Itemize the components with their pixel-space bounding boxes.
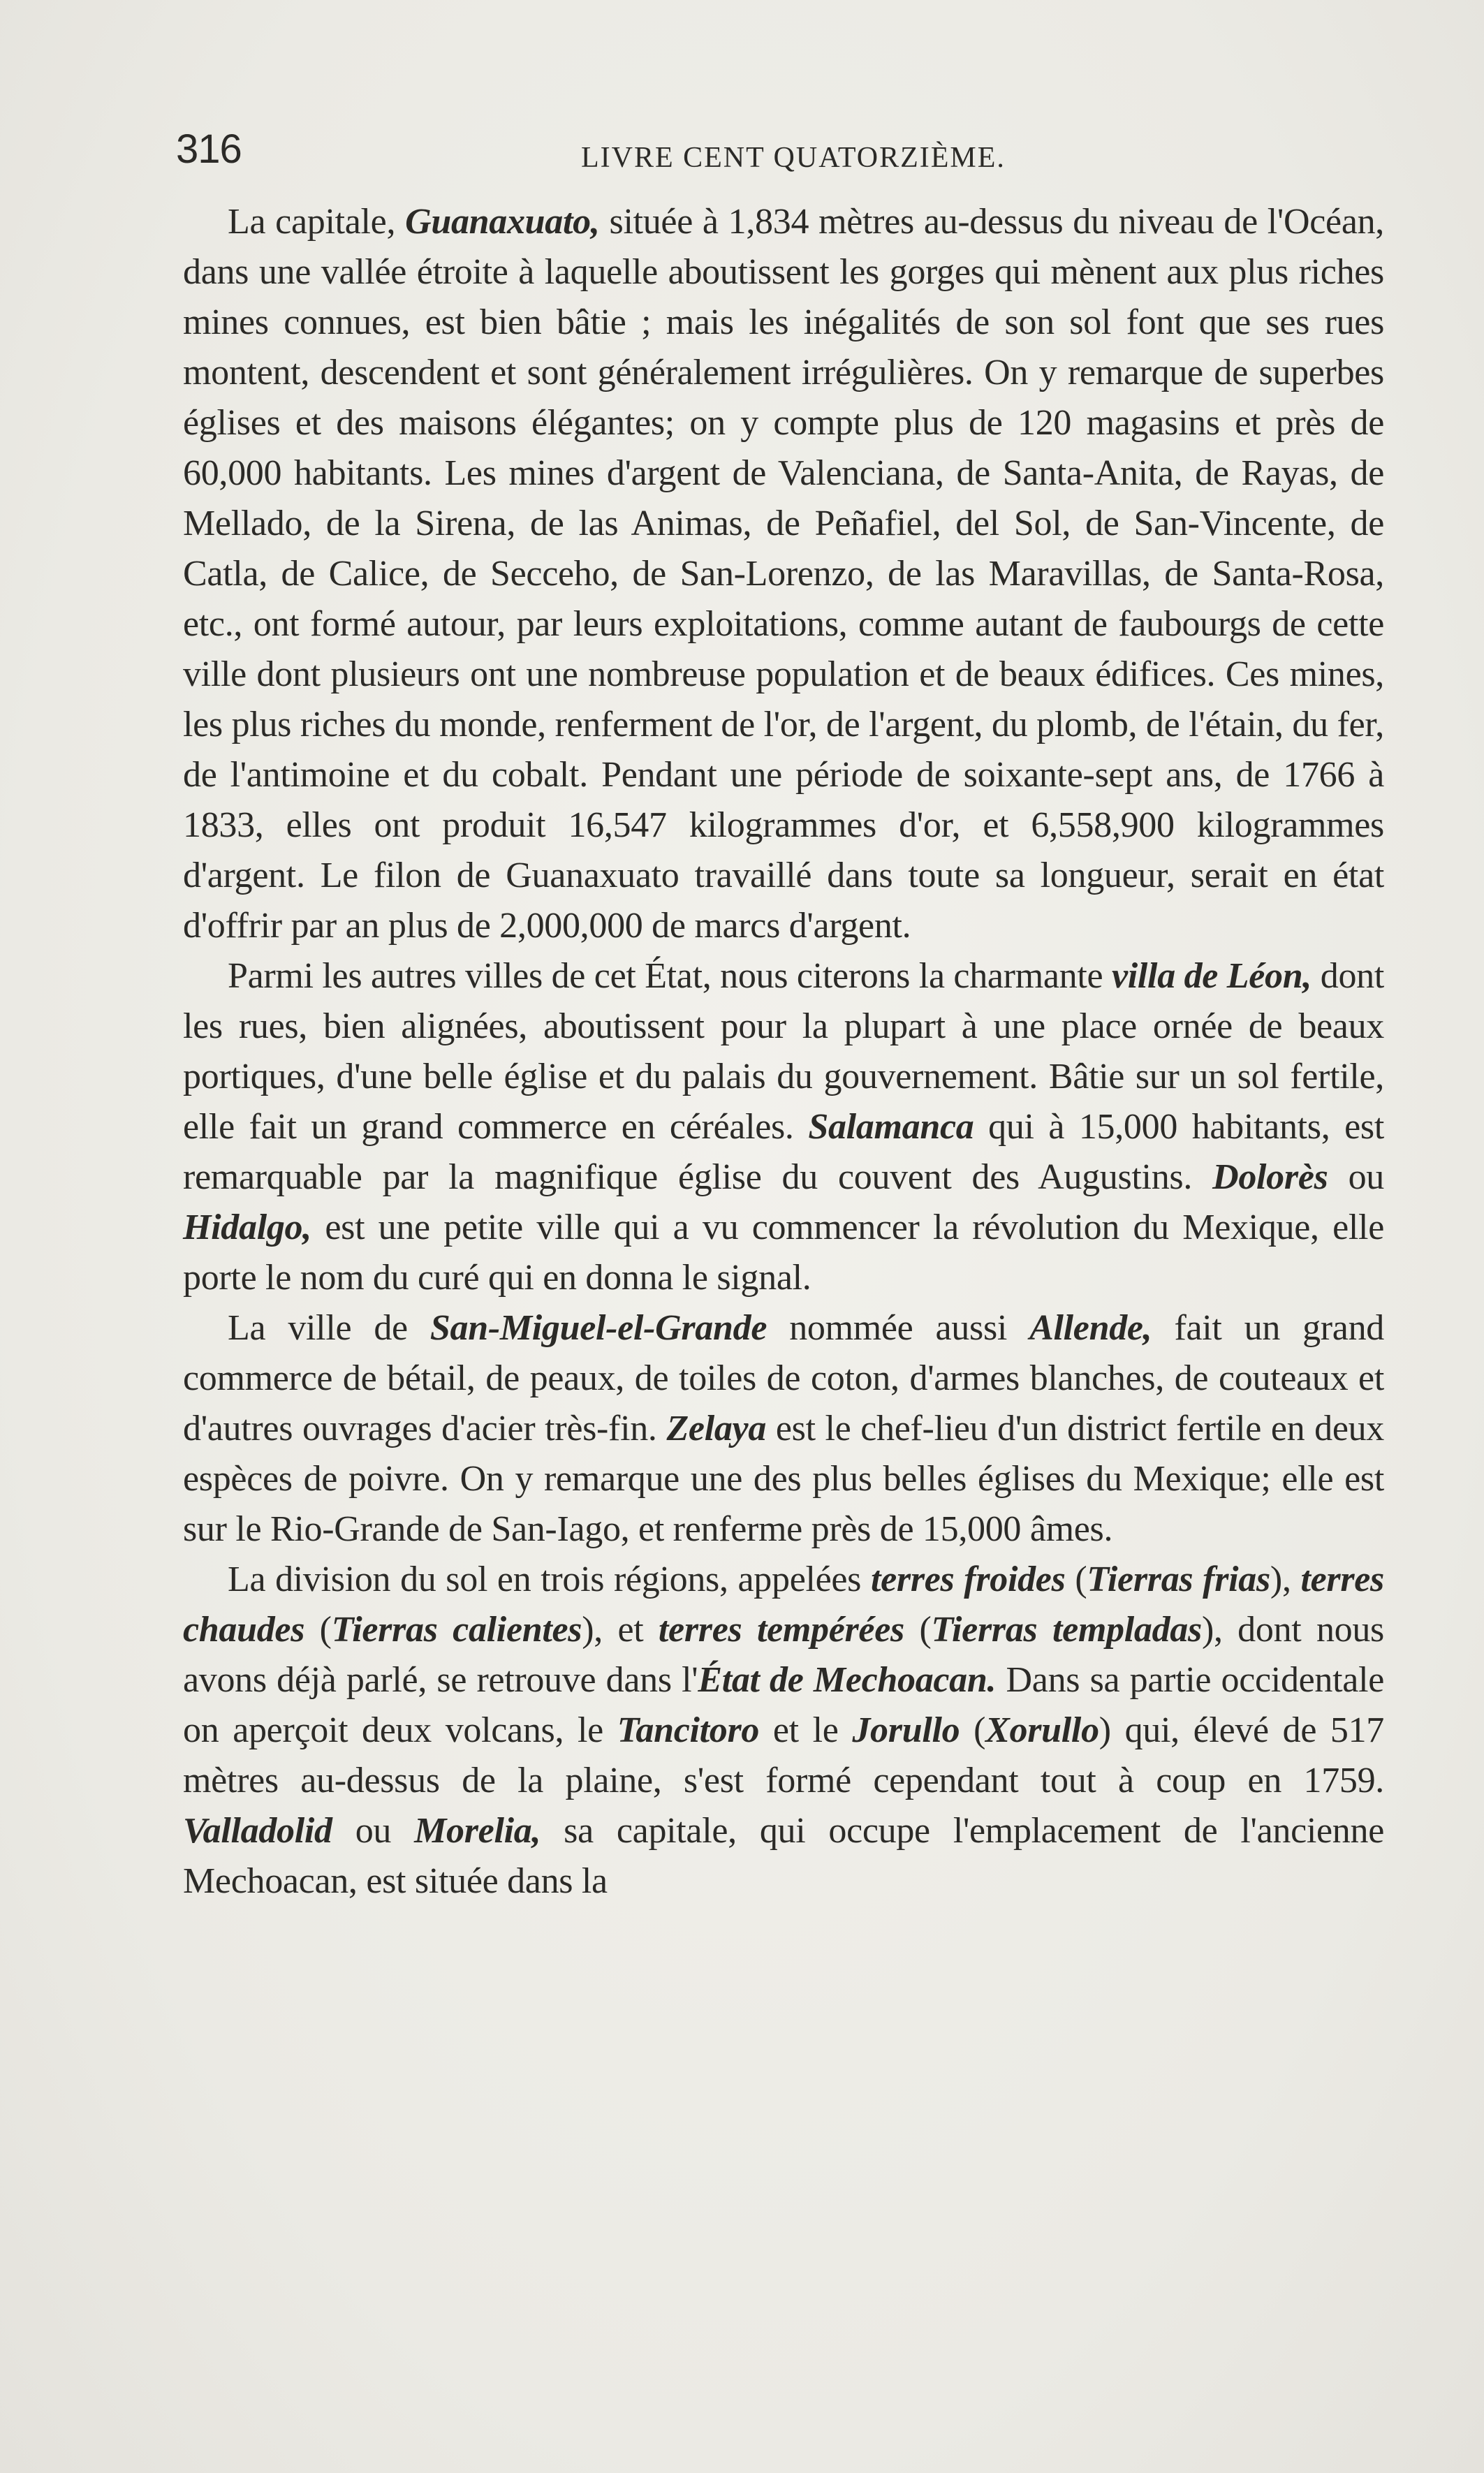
body-text [183,197,1384,1907]
paragraph-mechoacan [183,1555,1384,1907]
text-run: La ville de [228,1308,430,1348]
text-run: fait un grand commerce de bétail, de peaux, de toiles de coton, d'armes blanches, de couteaux et d'autres ouvrages d'acier très-fin. [183,1308,1384,1448]
italic-term: Tancitoro [617,1710,760,1750]
page-number: 316 [176,126,242,172]
text-run: La capitale, [228,202,406,242]
text-run: nommée aussi [767,1308,1030,1348]
text-run: est une petite ville qui a vu commencer la révolution du Mexique, elle porte le nom du curé qui en donna le signal. [183,1208,1384,1298]
italic-term: Tierras templadas [931,1610,1202,1650]
italic-term: Xorullo [985,1710,1099,1750]
italic-term: villa de Léon, [1111,956,1312,996]
italic-term: Jorullo [852,1710,960,1750]
italic-term: Dolorès [1212,1157,1328,1197]
text-run: dont les rues, bien alignées, aboutissent pour la plupart à une place ornée de beaux portiques, d'une belle église et du palais du gouvernement. Bâtie sur un sol fertile, elle fait un grand commerce en céréales. [183,956,1384,1147]
text-run: ( [904,1610,932,1650]
text-run: ), [1270,1560,1301,1599]
italic-term: Allende, [1029,1308,1152,1348]
text-run: ou [332,1811,415,1851]
text-run: ( [960,1710,986,1750]
text-run: ou [1328,1157,1384,1197]
text-run: ( [1065,1560,1087,1599]
page-header [176,120,1377,176]
text-run: ( [304,1610,332,1650]
italic-term: terres froides [870,1560,1066,1599]
text-run: La division du sol en trois régions, appelées [228,1560,871,1599]
text-run: située à 1,834 mètres au-dessus du niveau de l'Océan, dans une vallée étroite à laquelle aboutissent les gorges qui mènent aux plus riches mines connues, est bien bâtie ; mais les inégalités de son sol font que ses rues montent, descendent et sont généralement irrégulières. On y remarque de superbes églises et des maisons élégantes; on y compte plus de 120 magasins et près de 60,000 habitants. Les mines d'argent de Valenciana, de Santa-Anita, de Rayas, de Mellado, de la Sirena, de las Animas, de Peñafiel, del Sol, de San-Vincente, de Catla, de Calice, de Secceho, de San-Lorenzo, de las Maravillas, de Santa-Rosa, etc., ont formé autour, par leurs exploitations, comme autant de faubourgs de cette ville dont plusieurs ont une nombreuse population et de beaux édifices. Ces mines, les plus riches du monde, renferment de l'or, de l'argent, du plomb, de l'étain, du fer, de l'antimoine et du cobalt. Pendant une période de soixante-sept ans, de 1766 à 1833, elles ont produit 16,547 kilogrammes d'or, et 6,558,900 kilogrammes d'argent. Le filon de Guanaxuato travaillé dans toute sa longueur, serait en état d'offrir par an plus de 2,000,000 de marcs d'argent. [183,202,1384,946]
italic-term: Zelaya [666,1409,767,1448]
text-run: et le [759,1710,853,1750]
paragraph-villes [183,951,1384,1303]
paragraph-san-miguel [183,1303,1384,1555]
paragraph-guanaxuato [183,197,1384,951]
italic-term: Hidalgo, [183,1208,311,1247]
italic-term: Tierras calientes [331,1610,582,1650]
text-run: Dans sa partie occidentale on aperçoit deux volcans, le [183,1660,1384,1750]
text-run: ) qui, élevé de 517 mètres au-dessus de la plaine, s'est formé cependant tout à coup en 1759. [183,1710,1384,1800]
italic-term: Tierras frias [1087,1560,1270,1599]
italic-term: terres tempérées [658,1610,904,1650]
text-run: ), dont nous avons déjà parlé, se retrouve dans l' [183,1610,1384,1700]
italic-term: Guanaxuato, [405,202,600,242]
text-run: qui à 15,000 habitants, est remarquable par la magnifique église du couvent des Augustins. [183,1107,1384,1197]
text-run: ), et [582,1610,659,1650]
italic-term: Valladolid [183,1811,332,1851]
italic-term: Morelia, [414,1811,541,1851]
italic-term: terres chaudes [183,1560,1384,1650]
text-run: sa capitale, qui occupe l'emplacement de l'ancienne Mechoacan, est située dans la [183,1811,1384,1901]
running-title: LIVRE CENT QUATORZIÈME. [581,142,1006,174]
italic-term: État de Mechoacan. [698,1660,997,1700]
text-run: Parmi les autres villes de cet État, nous citerons la charmante [228,956,1112,996]
text-run: est le chef-lieu d'un district fertile en deux espèces de poivre. On y remarque une des plus belles églises du Mexique; elle est sur le Rio-Grande de San-Iago, et renferme près de 15,000 âmes. [183,1409,1385,1549]
italic-term: San-Miguel-el-Grande [429,1308,767,1348]
italic-term: Salamanca [808,1107,974,1147]
